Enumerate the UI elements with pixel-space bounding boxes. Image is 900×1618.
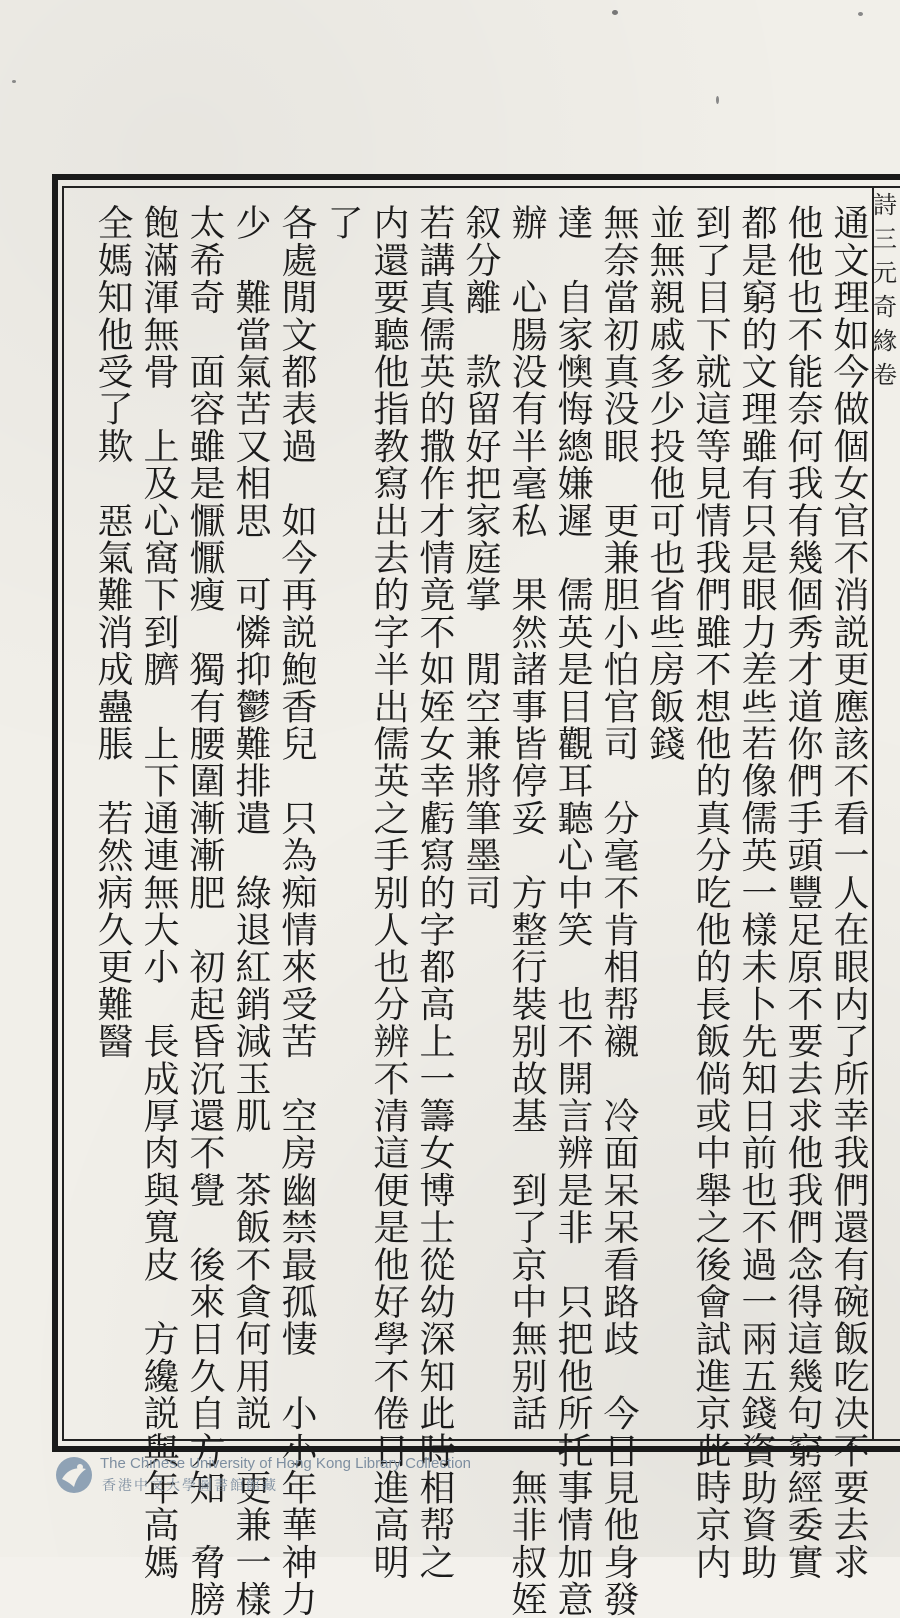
margin-char: 三 <box>873 225 897 253</box>
text-column: 他他也不能奈何我有幾個秀才道你們手頭豐足原不要去求他我們念得這幾句窮經委實 <box>782 204 823 1581</box>
margin-strip <box>872 186 900 1441</box>
margin-char: 詩 <box>873 191 897 219</box>
text-column: 太希奇 面容雖是懨懨瘦 獨有腰圍漸漸肥 初起昏沉還不覺 後來日久自方知 脅膀 <box>184 204 225 1618</box>
paper-speck <box>12 80 16 83</box>
paper-speck <box>716 96 719 104</box>
text-column: 飽滿渾無骨 上及心窩下到臍 上下通連無大小 長成厚肉與寬皮 方纔説與年高媽 <box>138 204 179 1581</box>
library-logo-icon <box>54 1455 94 1495</box>
text-column: 少 難當氣苦又相思 可憐抑鬱難排遣 綠退紅銷減玉肌 茶飯不貪何用説 更兼一樣 <box>230 204 271 1618</box>
library-watermark <box>54 1453 554 1499</box>
text-column: 叙分離 款留好把家庭掌 閒空兼將筆墨司 <box>460 204 501 911</box>
text-column: 通文理如今做個女官不消説更應該不看一人在眼内了所幸我們還有碗飯吃决不要去求 <box>828 204 869 1581</box>
text-column: 無奈當初真没眼 更兼胆小怕官司 分毫不肯相帮襯 冷面呆呆看路歧 今日見他身發 <box>598 204 639 1618</box>
margin-char: 奇 <box>873 293 897 321</box>
margin-char: 卷 <box>873 361 897 389</box>
paper-speck <box>858 12 863 16</box>
margin-char: 元 <box>873 259 897 287</box>
watermark-english: The Chinese University of Hong Kong Library Collection <box>100 1455 472 1472</box>
text-column: 達 自家懊悔總嫌遲 儒英是目觀耳聽心中笑 也不開言辨是非 只把他所托事情加意 <box>552 204 593 1618</box>
text-column: 各處閒文都表過 如今再説鮑香兒 只為痴情來受苦 空房幽禁最孤悽 小小年華神力 <box>276 204 317 1618</box>
watermark-chinese: 香港中文大學圖書館館藏 <box>102 1478 278 1494</box>
text-column: 辦 心腸没有半毫私 果然諸事皆停妥 方整行裝别故基 到了京中無别話 無非叔姪 <box>506 204 547 1618</box>
text-column: 了 <box>322 204 363 242</box>
text-column: 到了目下就這等見情我們雖不想他的真分吃他的長飯倘或中舉之後會試進京此時京内 <box>690 204 731 1581</box>
text-column: 内還要聽他指教寫出去的字半出儒英之手别人也分辨不清這便是他好學不倦日進高明 <box>368 204 409 1581</box>
text-column: 並無親戚多少投他可也省些房飯錢 <box>644 204 685 762</box>
margin-char: 緣 <box>873 327 897 355</box>
text-column: 若講真儒英的撒作才情竟不如姪女幸虧寫的字都高上一籌女博士從幼深知此時相帮之 <box>414 204 455 1581</box>
text-column: 全媽知他受了欺 惡氣難消成蠱脹 若然病久更難醫 <box>92 204 133 1060</box>
text-column: 都是窮的文理雖有只是眼力差些若像儒英一樣未卜先知日前也不過一兩五錢資助資助 <box>736 204 777 1581</box>
paper-speck <box>612 10 618 15</box>
